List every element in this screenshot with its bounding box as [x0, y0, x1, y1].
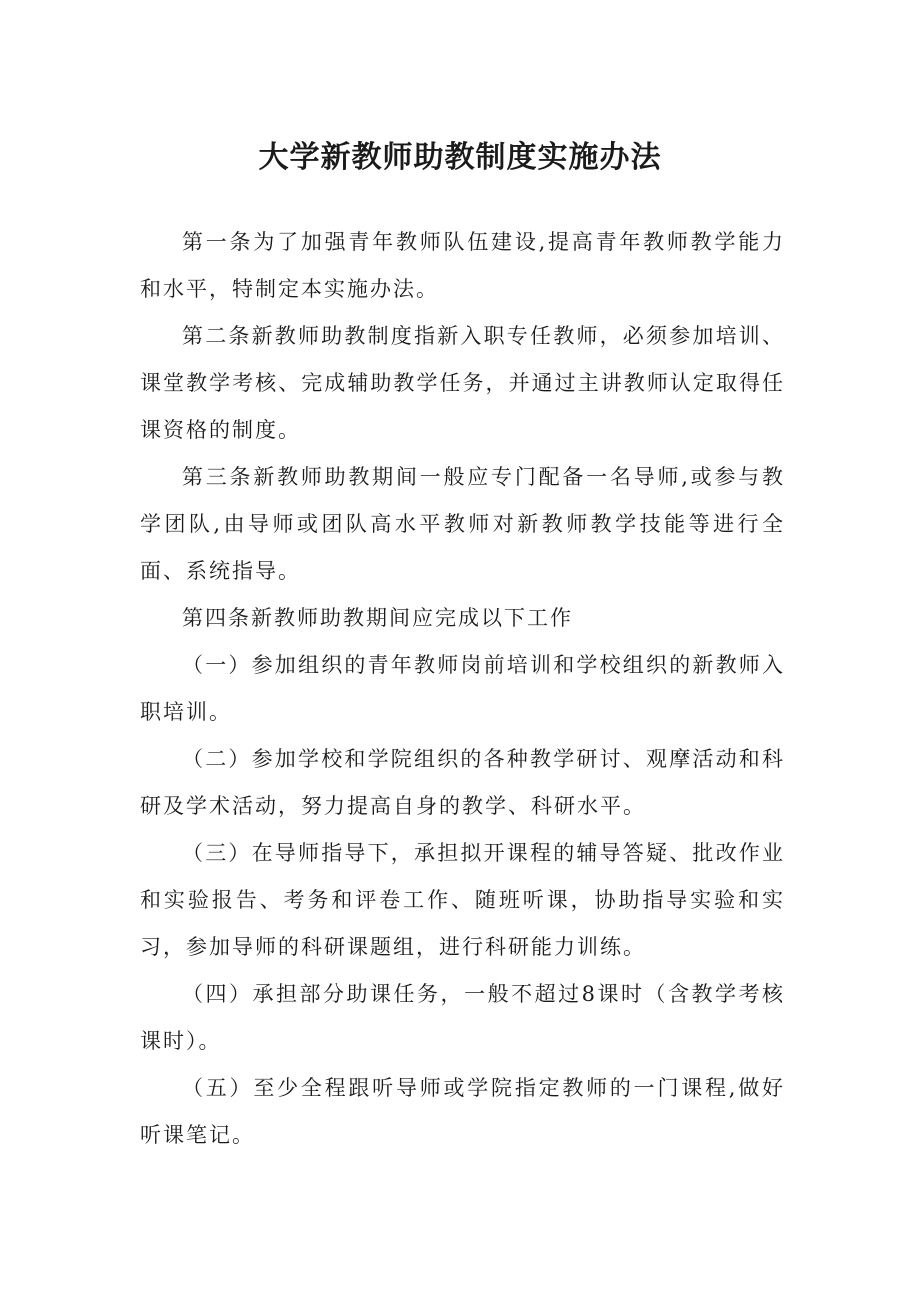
- item-4-paragraph: （四）承担部分助课任务，一般不超过8课时（含教学考核课时）。: [140, 982, 785, 1053]
- document-body: [140, 219, 785, 1159]
- item-1-paragraph: （一）参加组织的青年教师岗前培训和学校组织的新教师入职培训。: [140, 653, 785, 724]
- item-2-paragraph: （二）参加学校和学院组织的各种教学研讨、观摩活动和科研及学术活动，努力提高自身的教学、科研水平。: [140, 747, 785, 818]
- article-4-paragraph: 第四条新教师助教期间应完成以下工作: [182, 606, 573, 630]
- item-3-paragraph: （三）在导师指导下，承担拟开课程的辅导答疑、批改作业和实验报告、考务和评卷工作、随班听课，协助指导实验和实习，参加导师的科研课题组，进行科研能力训练。: [140, 841, 785, 959]
- article-3-paragraph: 第三条新教师助教期间一般应专门配备一名导师,或参与教学团队,由导师或团队高水平教师对新教师教学技能等进行全面、系统指导。: [140, 465, 785, 583]
- article-2-paragraph: 第二条新教师助教制度指新入职专任教师，必须参加培训、课堂教学考核、完成辅助教学任务，并通过主讲教师认定取得任课资格的制度。: [140, 324, 785, 442]
- item-5-paragraph: （五）至少全程跟听导师或学院指定教师的一门课程,做好听课笔记。: [140, 1076, 785, 1147]
- document-title: 大学新教师助教制度实施办法: [258, 140, 662, 175]
- article-1-paragraph: 第一条为了加强青年教师队伍建设,提高青年教师教学能力和水平，特制定本实施办法。: [140, 230, 785, 301]
